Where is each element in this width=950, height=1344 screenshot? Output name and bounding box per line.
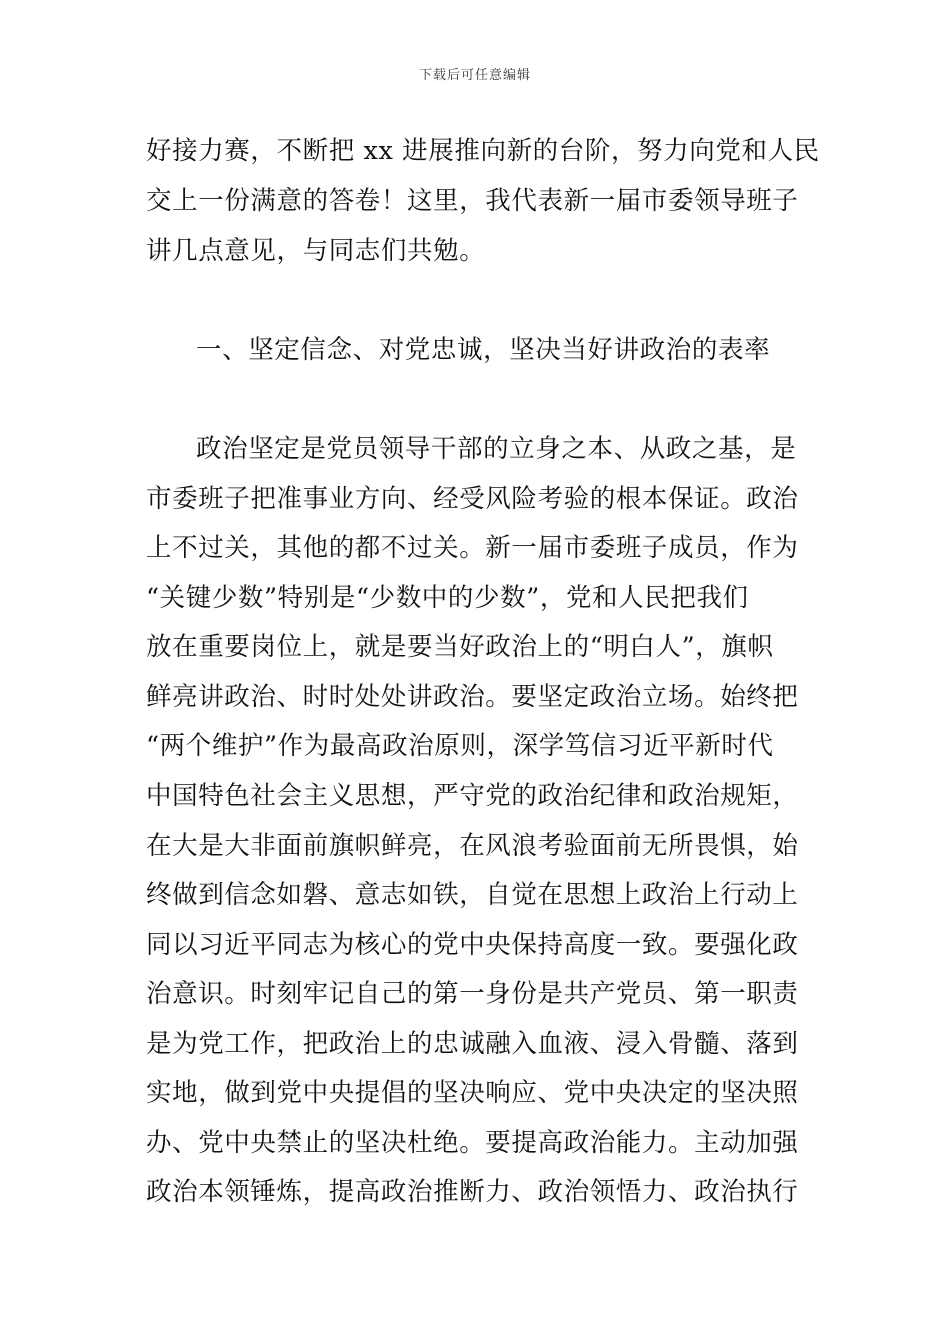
paragraph-line: 终做到信念如磐、意志如铁，自觉在思想上政治上行动上: [146, 880, 799, 910]
paragraph-line: 实地，做到党中央提倡的坚决响应、党中央决定的坚决照: [146, 1078, 799, 1108]
paragraph-line: 市委班子把准事业方向、经受风险考验的根本保证。政治: [146, 484, 799, 514]
paragraph-line: “两个维护”作为最高政治原则，深学笃信习近平新时代: [146, 731, 774, 761]
paragraph-line: 讲几点意见，与同志们共勉。: [146, 236, 486, 266]
paragraph-line: 政治坚定是党员领导干部的立身之本、从政之基，是: [196, 434, 797, 464]
paragraph-line: 在大是大非面前旗帜鲜亮，在风浪考验面前无所畏惧，始: [146, 831, 799, 861]
paragraph-line: 放在重要岗位上，就是要当好政治上的“明白人”，旗帜: [146, 632, 774, 662]
section-heading: 一、坚定信念、对党忠诚，坚决当好讲政治的表率: [196, 335, 771, 365]
paragraph-line: 政治本领锤炼，提高政治推断力、政治领悟力、政治执行: [146, 1177, 799, 1207]
paragraph-line: “关键少数”特别是“少数中的少数”，党和人民把我们: [146, 583, 749, 613]
paragraph-line: 好接力赛，不断把 xx 进展推向新的台阶，努力向党和人民: [146, 136, 820, 166]
paragraph-line: 办、党中央禁止的坚决杜绝。要提高政治能力。主动加强: [146, 1128, 799, 1158]
paragraph-line: 中国特色社会主义思想，严守党的政治纪律和政治规矩，: [146, 781, 799, 811]
paragraph-line: 鲜亮讲政治、时时处处讲政治。要坚定政治立场。始终把: [146, 682, 799, 712]
paragraph-line: 是为党工作，把政治上的忠诚融入血液、浸入骨髓、落到: [146, 1029, 799, 1059]
paragraph-line: 治意识。时刻牢记自己的第一身份是共产党员、第一职责: [146, 979, 799, 1009]
header-note: 下载后可任意编辑: [418, 68, 531, 83]
paragraph-line: 上不过关，其他的都不过关。新一届市委班子成员，作为: [146, 533, 799, 563]
paragraph-line: 交上一份满意的答卷！这里，我代表新一届市委领导班子: [146, 186, 799, 216]
paragraph-line: 同以习近平同志为核心的党中央保持高度一致。要强化政: [146, 930, 799, 960]
